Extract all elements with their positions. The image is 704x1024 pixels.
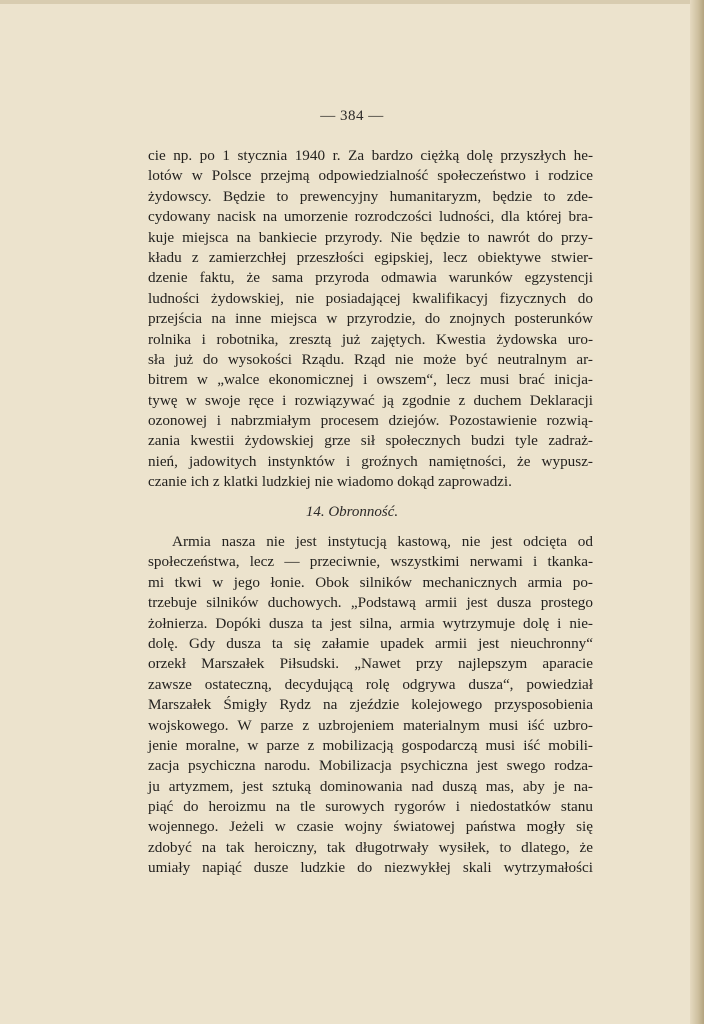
page-top-edge	[0, 0, 704, 4]
text-line: mi tkwi w jego łonie. Obok silników mechanicznych armia po-	[148, 573, 593, 591]
text-line: ludności żydowskiej, nie posiadającej kwalifikacyj fizycznych do	[148, 289, 593, 307]
text-line: lotów w Polsce przejmą odpowiedzialność społeczeństwo i rodzice	[148, 167, 593, 185]
text-line: dzenie faktu, że sama przyroda odmawia warunków egzystencji	[148, 269, 593, 287]
text-line: kuje miejsca na bankiecie przyrody. Nie będzie to nawrót do przy-	[148, 228, 593, 246]
text-line: nień, jadowitych instynktów i groźnych namiętności, że wypusz-	[148, 452, 593, 470]
paragraph-defense	[148, 532, 593, 879]
text-line: jenie moralne, w parze z mobilizacją gospodarczą musi iść mobili-	[148, 736, 593, 754]
text-line: zania kwestii żydowskiej grze sił społecznych budzi tyle zadraż-	[148, 432, 593, 450]
text-line: przejścia na inne miejsca w przyrodzie, do znojnych posterunków	[148, 310, 593, 328]
text-line: zdobyć na tak heroiczny, tak długotrwały wysiłek, to dlatego, że	[148, 838, 593, 856]
text-line: zacja psychiczna narodu. Mobilizacja psychiczna jest swego rodza-	[148, 757, 593, 775]
section-heading: 14. Obronność.	[305, 504, 399, 520]
page-number: — 384 —	[320, 108, 384, 124]
text-line: bitrem w „walce ekonomicznej i owszem“, lecz musi brać inicja-	[148, 371, 593, 389]
text-line: społeczeństwa, lecz — przeciwnie, wszystkimi nerwami i tkanka-	[148, 553, 593, 571]
text-line: cydowany nacisk na umorzenie rozrodczości ludności, dla której bra-	[148, 208, 593, 226]
text-line: czanie ich z klatki ludzkiej nie wiadomo dokąd zaprowadzi.	[148, 473, 512, 491]
text-line: wojennego. Jeżeli w czasie wojny światowej państwa mogły się	[148, 818, 593, 836]
text-line: żołnierza. Dopóki dusza ta jest silna, armia wytrzymuje dolę i nie-	[148, 614, 593, 632]
text-line: ju artyzmem, jest sztuką dominowania nad duszą mas, aby je na-	[148, 777, 593, 795]
text-line: tywę w swoje ręce i rozwiązywać ją zgodnie z duchem Deklaracji	[148, 391, 593, 409]
paragraph-jewish-question	[148, 146, 593, 493]
text-line: orzekł Marszałek Piłsudski. „Nawet przy najlepszym aparacie	[148, 655, 593, 673]
text-line: Armia nasza nie jest instytucją kastową, nie jest odcięta od	[172, 533, 593, 550]
text-line: Marszałek Śmigły Rydz na zjeździe kolejowego przysposobienia	[148, 696, 593, 714]
text-line: sła już do wysokości Rządu. Rząd nie może być neutralnym ar-	[148, 350, 593, 368]
text-line: cie np. po 1 stycznia 1940 r. Za bardzo ciężką dolę przyszłych he-	[148, 147, 593, 164]
text-line: rolnika i robotnika, zresztą już zajętych. Kwestia żydowska uro-	[148, 330, 593, 348]
text-line: piąć do heroizmu na tle surowych rygorów i niedostatków stanu	[148, 798, 593, 816]
text-line: trzebuje silników duchowych. „Podstawą armii jest dusza prostego	[148, 594, 593, 612]
text-line: kładu z zamierzchłej przeszłości egipskiej, lecz obiektywe stwier-	[148, 248, 593, 266]
text-line: żydowscy. Będzie to prewencyjny humanitaryzm, będzie to zde-	[148, 187, 593, 205]
text-line: wojskowego. W parze z uzbrojeniem materialnym musi iść uzbro-	[148, 716, 593, 734]
text-line: dolę. Gdy dusza ta się załamie upadek armii jest nieuchronny“	[148, 634, 593, 652]
text-line: zawsze ostateczną, decydującą rolę odgrywa dusza“, powiedział	[148, 675, 593, 693]
text-line: umiały napiąć dusze ludzkie do niezwykłej skali wytrzymałości	[148, 859, 593, 877]
text-line: ozonowej i nabrzmiałym procesem dziejów. Pozostawienie rozwią-	[148, 412, 593, 430]
